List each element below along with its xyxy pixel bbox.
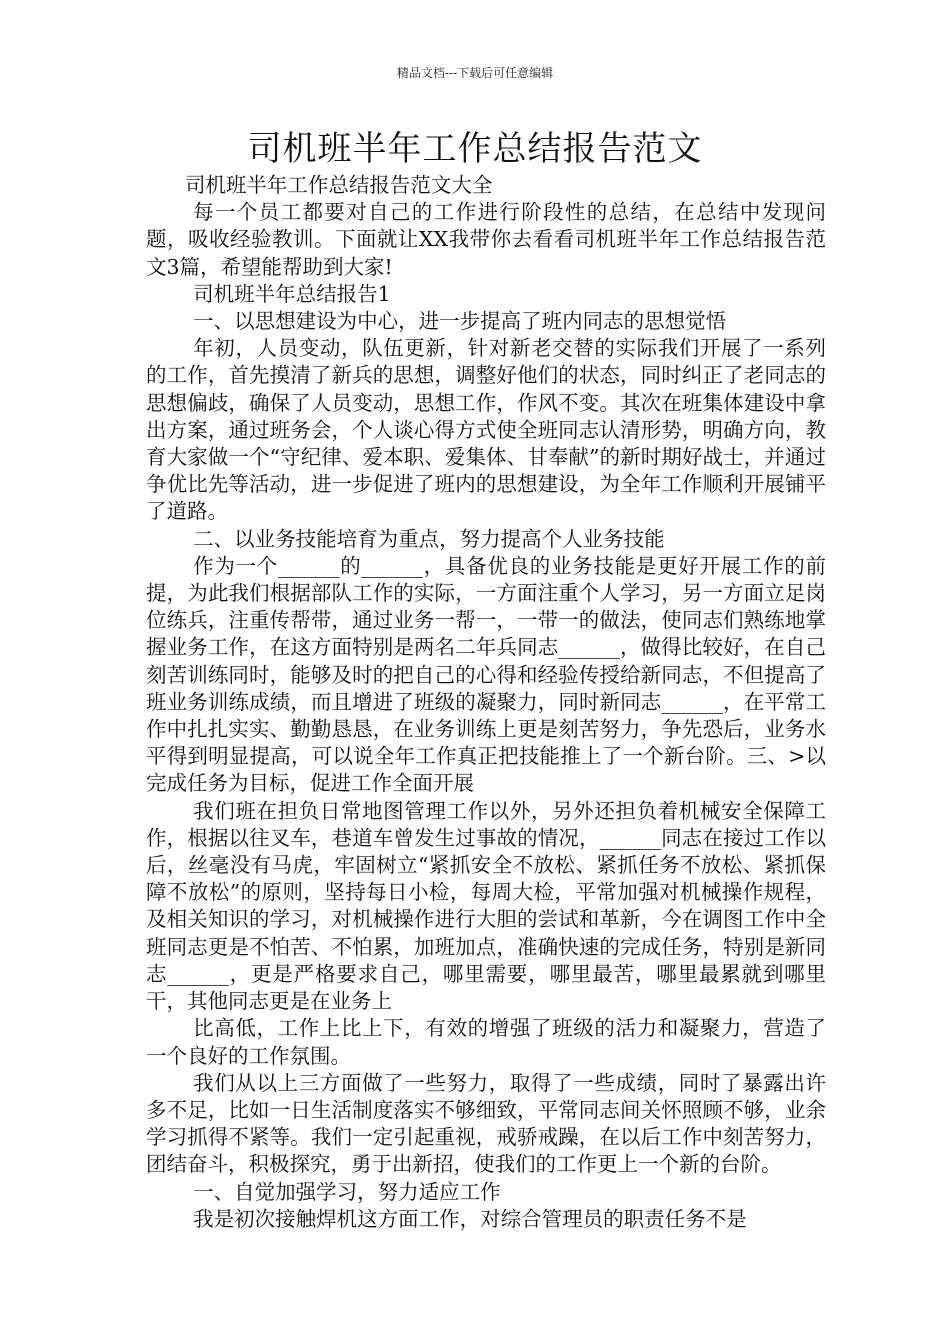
- body-paragraph: 年初，人员变动，队伍更新，针对新老交替的实际我们开展了一系列的工作，首先摸清了新兵的思想，调整好他们的状态，同时纠正了老同志的思想偏歧，确保了人员变动，思想工作，作风不变。其次在班集体建设中拿出方案，通过班务会，个人谈心得方式使全班同志认清形势，明确方向，教育大家做一个“守纪律、爱本职、爱集体、甘奉献”的新时期好战士，并通过争优比先等活动，进一步促进了班内的思想建设，为全年工作顺利开展铺平了道路。: [146, 336, 826, 524]
- body-paragraph: 我们班在担负日常地图管理工作以外，另外还担负着机械安全保障工作，根据以往叉车，巷道车曾发生过事故的情况，______同志在接过工作以后，丝毫没有马虎，牢固树立“紧抓安全不放松、紧抓任务不放松、紧抓保障不放松”的原则，坚持每日小检，每周大检，平常加强对机械操作规程，及相关知识的学习，对机械操作进行大胆的尝试和革新，今在调图工作中全班同志更是不怕苦、不怕累，加班加点，准确快速的完成任务，特别是新同志______，更是严格要求自己，哪里需要，哪里最苦，哪里最累就到哪里干，其他同志更是在业务上: [146, 798, 826, 1014]
- body-paragraph: 我是初次接触焊机这方面工作，对综合管理员的职责任务不是: [193, 1206, 747, 1231]
- page-header-caption: 精品文档---下载后可任意编辑: [396, 66, 554, 80]
- section-heading-1: 一、以思想建设为中心，进一步提高了班内同志的思想觉悟: [193, 309, 727, 334]
- subtitle-paragraph: 司机班半年工作总结报告范文大全: [184, 173, 493, 197]
- page-title: 司机班半年工作总结报告范文: [247, 129, 703, 169]
- body-paragraph: 作为一个______的______，具备优良的业务技能是更好开展工作的前提，为此我们根据部队工作的实际，一方面注重个人学习，另一方面立足岗位练兵，注重传帮带，通过业务一帮一，一带一的做法，使同志们熟练地掌握业务工作，在这方面特别是两名二年兵同志______，做得比较好，在自己刻苦训练同时，能够及时的把自己的心得和经验传授给新同志，不但提高了班业务训练成绩，而且增进了班级的凝聚力，同时新同志______，在平常工作中扎扎实实、勤勤恳恳，在业务训练上更是刻苦努力，争先恐后，业务水平得到明显提高，可以说全年工作真正把技能推上了一个新台阶。三、>以完成任务为目标，促进工作全面开展: [146, 553, 826, 796]
- section-heading-report-1: 司机班半年总结报告1: [193, 281, 391, 306]
- document-body: [146, 172, 826, 1233]
- section-heading-2: 二、以业务技能培育为重点，努力提高个人业务技能: [193, 526, 665, 551]
- body-paragraph: 我们从以上三方面做了一些努力，取得了一些成绩，同时了暴露出许多不足，比如一日生活制度落实不够细致，平常同志间关怀照顾不够，业余学习抓得不紧等。我们一定引起重视，戒骄戒躁，在以后工作中刻苦努力，团结奋斗，积极探究，勇于出新招，使我们的工作更上一个新的台阶。: [146, 1070, 826, 1177]
- body-paragraph: 比高低，工作上比上下，有效的增强了班级的活力和凝聚力，营造了一个良好的工作氛围。: [146, 1016, 826, 1068]
- intro-paragraph: 每一个员工都要对自己的工作进行阶段性的总结，在总结中发现问题，吸收经验教训。下面就让XX我带你去看看司机班半年工作总结报告范文3篇，希望能帮助到大家!: [146, 200, 826, 279]
- section-heading-study: 一、自觉加强学习，努力适应工作: [193, 1179, 501, 1204]
